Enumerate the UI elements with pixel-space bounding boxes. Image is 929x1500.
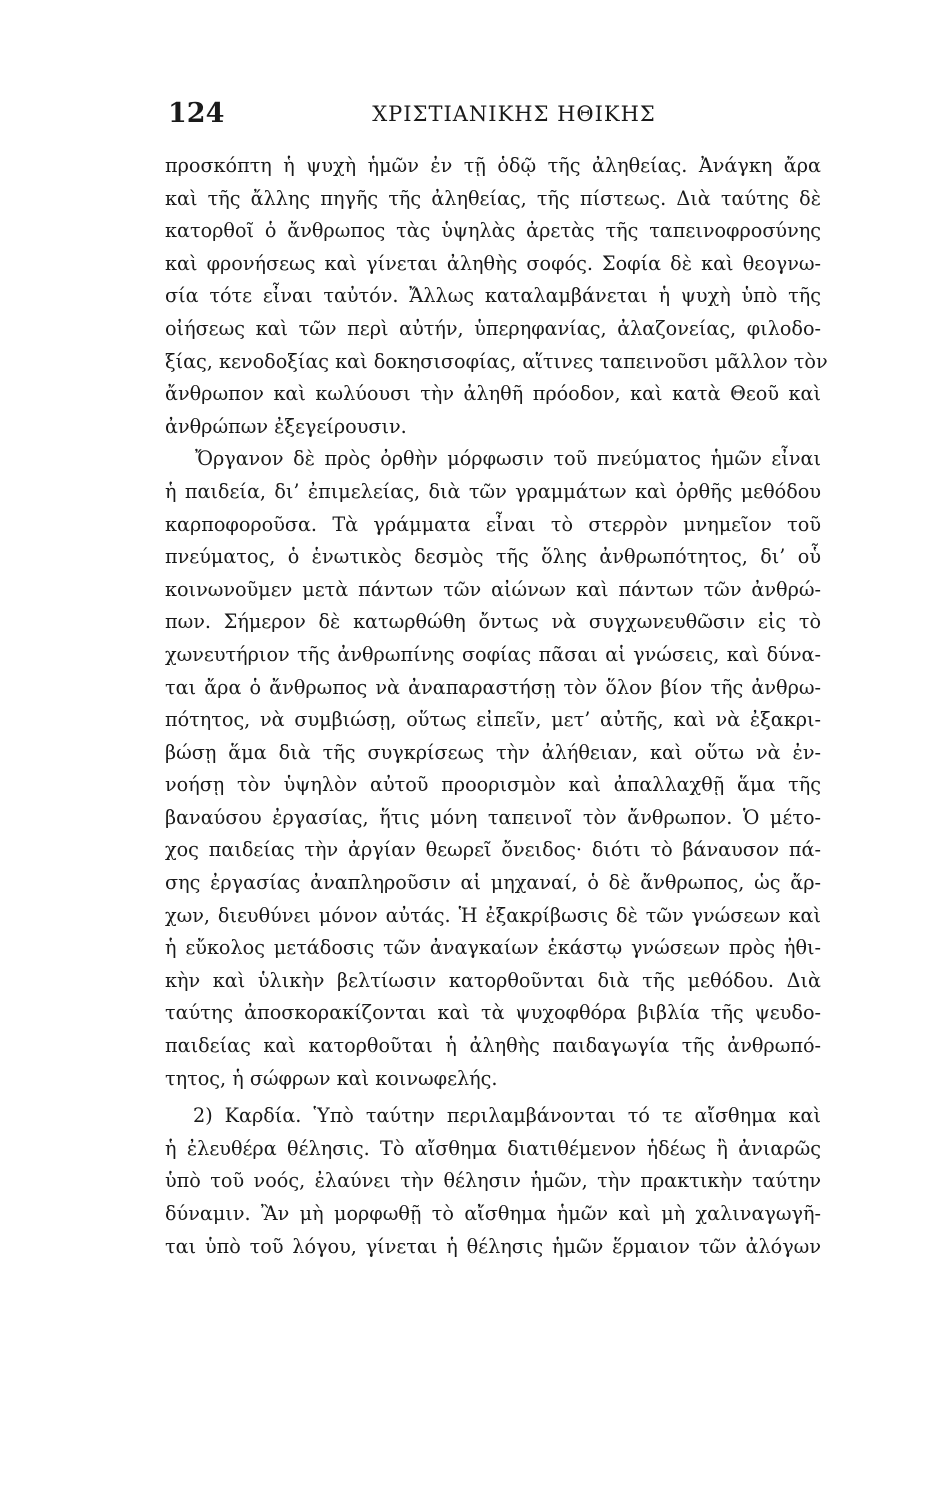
- text-line: ἡ εὔκολος μετάδοσις τῶν ἀναγκαίων ἑκάστῳ γνώσεων πρὸς ἠθι-: [165, 936, 821, 960]
- text-line: καρποφοροῦσα. Τὰ γράμματα εἶναι τὸ στερρὸν μνημεῖον τοῦ: [165, 512, 821, 536]
- text-line: πων. Σήμερον δὲ κατωρθώθη ὄντως νὰ συγχωνευθῶσιν εἰς τὸ: [165, 610, 821, 634]
- text-line: νοήσῃ τὸν ὑψηλὸν αὐτοῦ προορισμὸν καὶ ἀπαλλαχθῇ ἅμα τῆς: [165, 773, 821, 797]
- text-line: καὶ φρονήσεως καὶ γίνεται ἀληθὴς σοφός. Σοφία δὲ καὶ θεογνω-: [165, 251, 821, 275]
- text-line: χων, διευθύνει μόνον αὐτάς. Ἡ ἐξακρίβωσις δὲ τῶν γνώσεων καὶ: [165, 903, 821, 927]
- text-line: δύναμιν. Ἂν μὴ μορφωθῇ τὸ αἴσθημα ἡμῶν καὶ μὴ χαλιναγωγῆ-: [165, 1202, 821, 1225]
- text-line: ἄνθρωπον καὶ κωλύουσι τὴν ἀληθῆ πρόοδον, καὶ κατὰ Θεοῦ καὶ: [165, 382, 821, 406]
- page-number: 124: [168, 98, 225, 129]
- page-header: [168, 98, 820, 138]
- text-line: πότητος, νὰ συμβιώσῃ, οὕτως εἰπεῖν, μετ’ αὐτῆς, καὶ νὰ ἐξακρι-: [165, 708, 821, 732]
- text-line: ται ἄρα ὁ ἄνθρωπος νὰ ἀναπαραστήσῃ τὸν ὅλον βίον τῆς ἀνθρω-: [165, 675, 821, 699]
- text-line: πνεύματος, ὁ ἑνωτικὸς δεσμὸς τῆς ὅλης ἀνθρωπότητος, δι’ οὗ: [165, 545, 821, 569]
- text-line: Ὄργανον δὲ πρὸς ὀρθὴν μόρφωσιν τοῦ πνεύματος ἡμῶν εἶναι: [195, 447, 821, 471]
- text-line: χωνευτήριον τῆς ἀνθρωπίνης σοφίας πᾶσαι αἱ γνώσεις, καὶ δύνα-: [165, 642, 821, 666]
- page-body: [165, 150, 828, 1263]
- paragraph: [165, 150, 828, 443]
- text-line: οἰήσεως καὶ τῶν περὶ αὐτήν, ὑπερηφανίας, ἀλαζονείας, φιλοδο-: [165, 316, 821, 340]
- text-line: προσκόπτη ἡ ψυχὴ ἡμῶν ἐν τῇ ὁδῷ τῆς ἀληθείας. Ἀνάγκη ἄρα: [165, 154, 821, 177]
- text-line: τητος, ἡ σώφρων καὶ κοινωφελής.: [165, 1066, 498, 1090]
- paragraph: [165, 443, 821, 1095]
- text-line: ἡ ἐλευθέρα θέλησις. Τὸ αἴσθημα διατιθέμενον ἡδέως ἢ ἀνιαρῶς: [165, 1136, 821, 1160]
- text-line: ταύτης ἀποσκορακίζονται καὶ τὰ ψυχοφθόρα βιβλία τῆς ψευδο-: [165, 1001, 821, 1025]
- paragraph: [165, 1100, 821, 1263]
- text-line: κοινωνοῦμεν μετὰ πάντων τῶν αἰώνων καὶ πάντων τῶν ἀνθρώ-: [165, 577, 821, 601]
- text-line: σης ἐργασίας ἀναπληροῦσιν αἱ μηχαναί, ὁ δὲ ἄνθρωπος, ὡς ἄρ-: [165, 871, 821, 895]
- running-title: ΧΡΙΣΤΙΑΝΙΚΗΣ ΗΘΙΚΗΣ: [372, 102, 656, 126]
- text-line: βαναύσου ἐργασίας, ἥτις μόνη ταπεινοῖ τὸν ἄνθρωπον. Ὁ μέτο-: [165, 805, 821, 829]
- text-line: κὴν καὶ ὑλικὴν βελτίωσιν κατορθοῦνται διὰ τῆς μεθόδου. Διὰ: [165, 968, 821, 992]
- text-line: χος παιδείας τὴν ἀργίαν θεωρεῖ ὄνειδος· διότι τὸ βάναυσον πά-: [165, 838, 821, 862]
- text-line: ται ὑπὸ τοῦ λόγου, γίνεται ἡ θέλησις ἡμῶν ἕρμαιον τῶν ἀλόγων: [165, 1234, 821, 1258]
- text-line: παιδείας καὶ κατορθοῦται ἡ ἀληθὴς παιδαγωγία τῆς ἀνθρωπό-: [165, 1034, 821, 1058]
- text-line: βώσῃ ἅμα διὰ τῆς συγκρίσεως τὴν ἀλήθειαν, καὶ οὕτω νὰ ἐν-: [165, 740, 821, 764]
- text-line: ξίας, κενοδοξίας καὶ δοκησισοφίας, αἵτινες ταπεινοῦσι μᾶλλον τὸν: [165, 349, 828, 373]
- text-line: ἡ παιδεία, δι’ ἐπιμελείας, διὰ τῶν γραμμάτων καὶ ὀρθῆς μεθόδου: [165, 479, 821, 503]
- text-line: 2) Καρδία. Ὑπὸ ταύτην περιλαμβάνονται τό τε αἴσθημα καὶ: [193, 1104, 821, 1128]
- text-line: ἀνθρώπων ἐξεγείρουσιν.: [165, 414, 407, 438]
- text-line: ὑπὸ τοῦ νοός, ἐλαύνει τὴν θέλησιν ἡμῶν, τὴν πρακτικὴν ταύτην: [165, 1169, 821, 1193]
- text-line: σία τότε εἶναι ταὐτόν. Ἄλλως καταλαμβάνεται ἡ ψυχὴ ὑπὸ τῆς: [165, 284, 821, 308]
- text-line: καὶ τῆς ἄλλης πηγῆς τῆς ἀληθείας, τῆς πίστεως. Διὰ ταύτης δὲ: [165, 186, 821, 210]
- text-line: κατορθοῖ ὁ ἄνθρωπος τὰς ὑψηλὰς ἀρετὰς τῆς ταπεινοφροσύνης: [165, 219, 821, 243]
